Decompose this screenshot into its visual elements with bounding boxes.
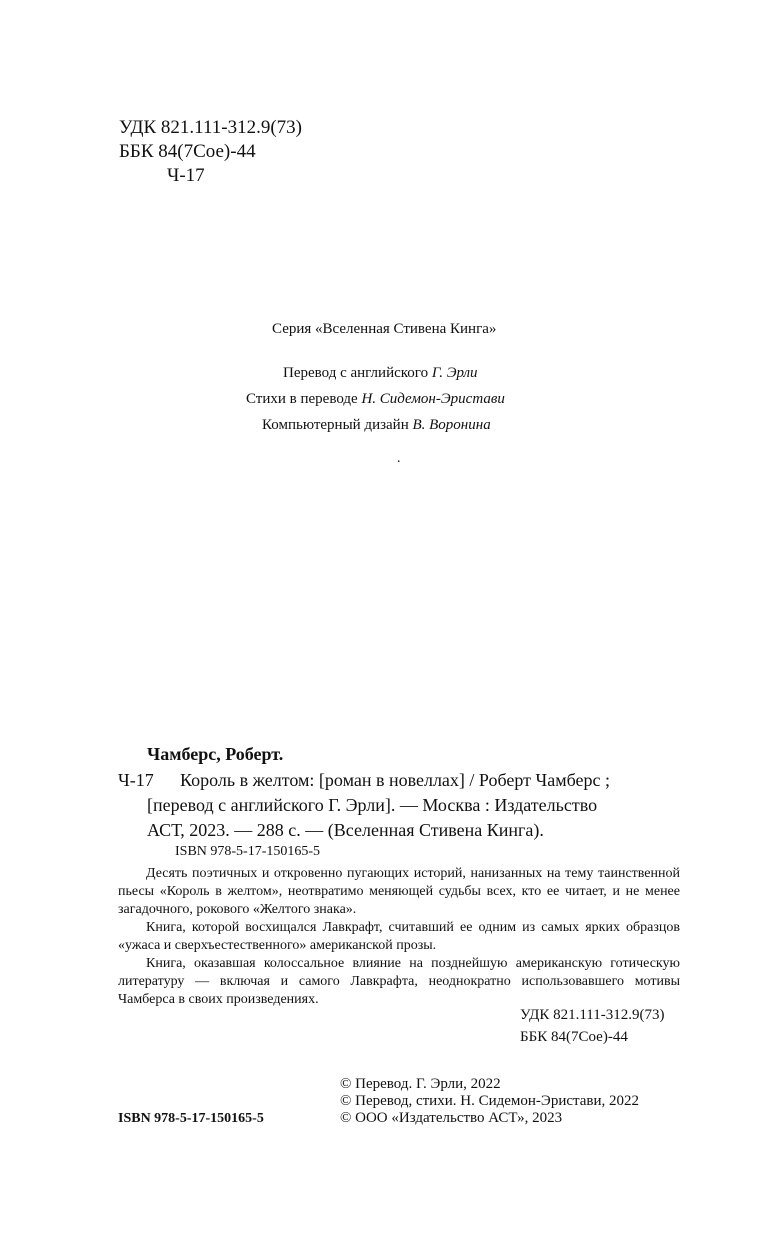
catalog-line-1: Король в желтом: [роман в новеллах] / Роберт Чамберс ; [180, 770, 610, 790]
annotation-paragraph: Десять поэтичных и откровенно пугающих историй, нанизанных на тему таинственной пьесы «Король в желтом», неотвратимо меняющей судьбы всех, кто ее читает, и не менее загадочного, рокового «Желтого знака». [118, 866, 680, 917]
copyright-line: © Перевод. Г. Эрли, 2022 [340, 1076, 501, 1092]
udk-code-top: УДК 821.111-312.9(73) [119, 117, 302, 138]
series-line: Серия «Вселенная Стивена Кинга» [272, 321, 497, 337]
credit-translation-name: Г. Эрли [431, 365, 478, 381]
annotation-paragraph: Книга, оказавшая колоссальное влияние на позднейшую американскую готическую литературу — включая и самого Лавкрафта, неоднократно использовавшего мотивы Чамберса в своих произведениях. [118, 956, 680, 1007]
catalog-mark: Ч-17 [118, 770, 154, 790]
catalog-author-heading: Чамберс, Роберт. [147, 744, 284, 764]
bbk-code-bottom: ББК 84(7Сое)-44 [520, 1029, 628, 1045]
separator-dot: . [397, 451, 401, 466]
credit-poems-label: Стихи в переводе [246, 391, 358, 407]
annotation-paragraph: Книга, которой восхищался Лавкрафт, считавший ее одним из самых ярких образцов «ужаса и сверхъестественного» американской прозы. [118, 920, 680, 953]
credit-poems [246, 389, 505, 409]
credit-poems-name: Н. Сидемон-Эристави [361, 391, 505, 407]
copyright-line: © Перевод, стихи. Н. Сидемон-Эристави, 2022 [340, 1093, 640, 1109]
copyright-line: © ООО «Издательство АСТ», 2023 [340, 1110, 563, 1126]
credit-translation-label: Перевод с английского [283, 365, 429, 381]
credit-design-name: В. Воронина [412, 417, 491, 433]
bbk-code-top: ББК 84(7Сое)-44 [119, 141, 256, 162]
annotation [118, 865, 680, 1009]
catalog-line-2: [перевод с английского Г. Эрли]. — Москва : Издательство [147, 795, 598, 815]
udk-code-bottom: УДК 821.111-312.9(73) [520, 1007, 665, 1023]
credit-translation [283, 363, 478, 383]
credit-design-label: Компьютерный дизайн [262, 417, 409, 433]
catalog-isbn: ISBN 978-5-17-150165-5 [175, 844, 321, 859]
catalog-line-3: АСТ, 2023. — 288 с. — (Вселенная Стивена Кинга). [147, 820, 544, 840]
credit-design [262, 415, 491, 435]
author-mark-top: Ч-17 [167, 165, 205, 186]
isbn-bottom: ISBN 978-5-17-150165-5 [118, 1111, 264, 1126]
